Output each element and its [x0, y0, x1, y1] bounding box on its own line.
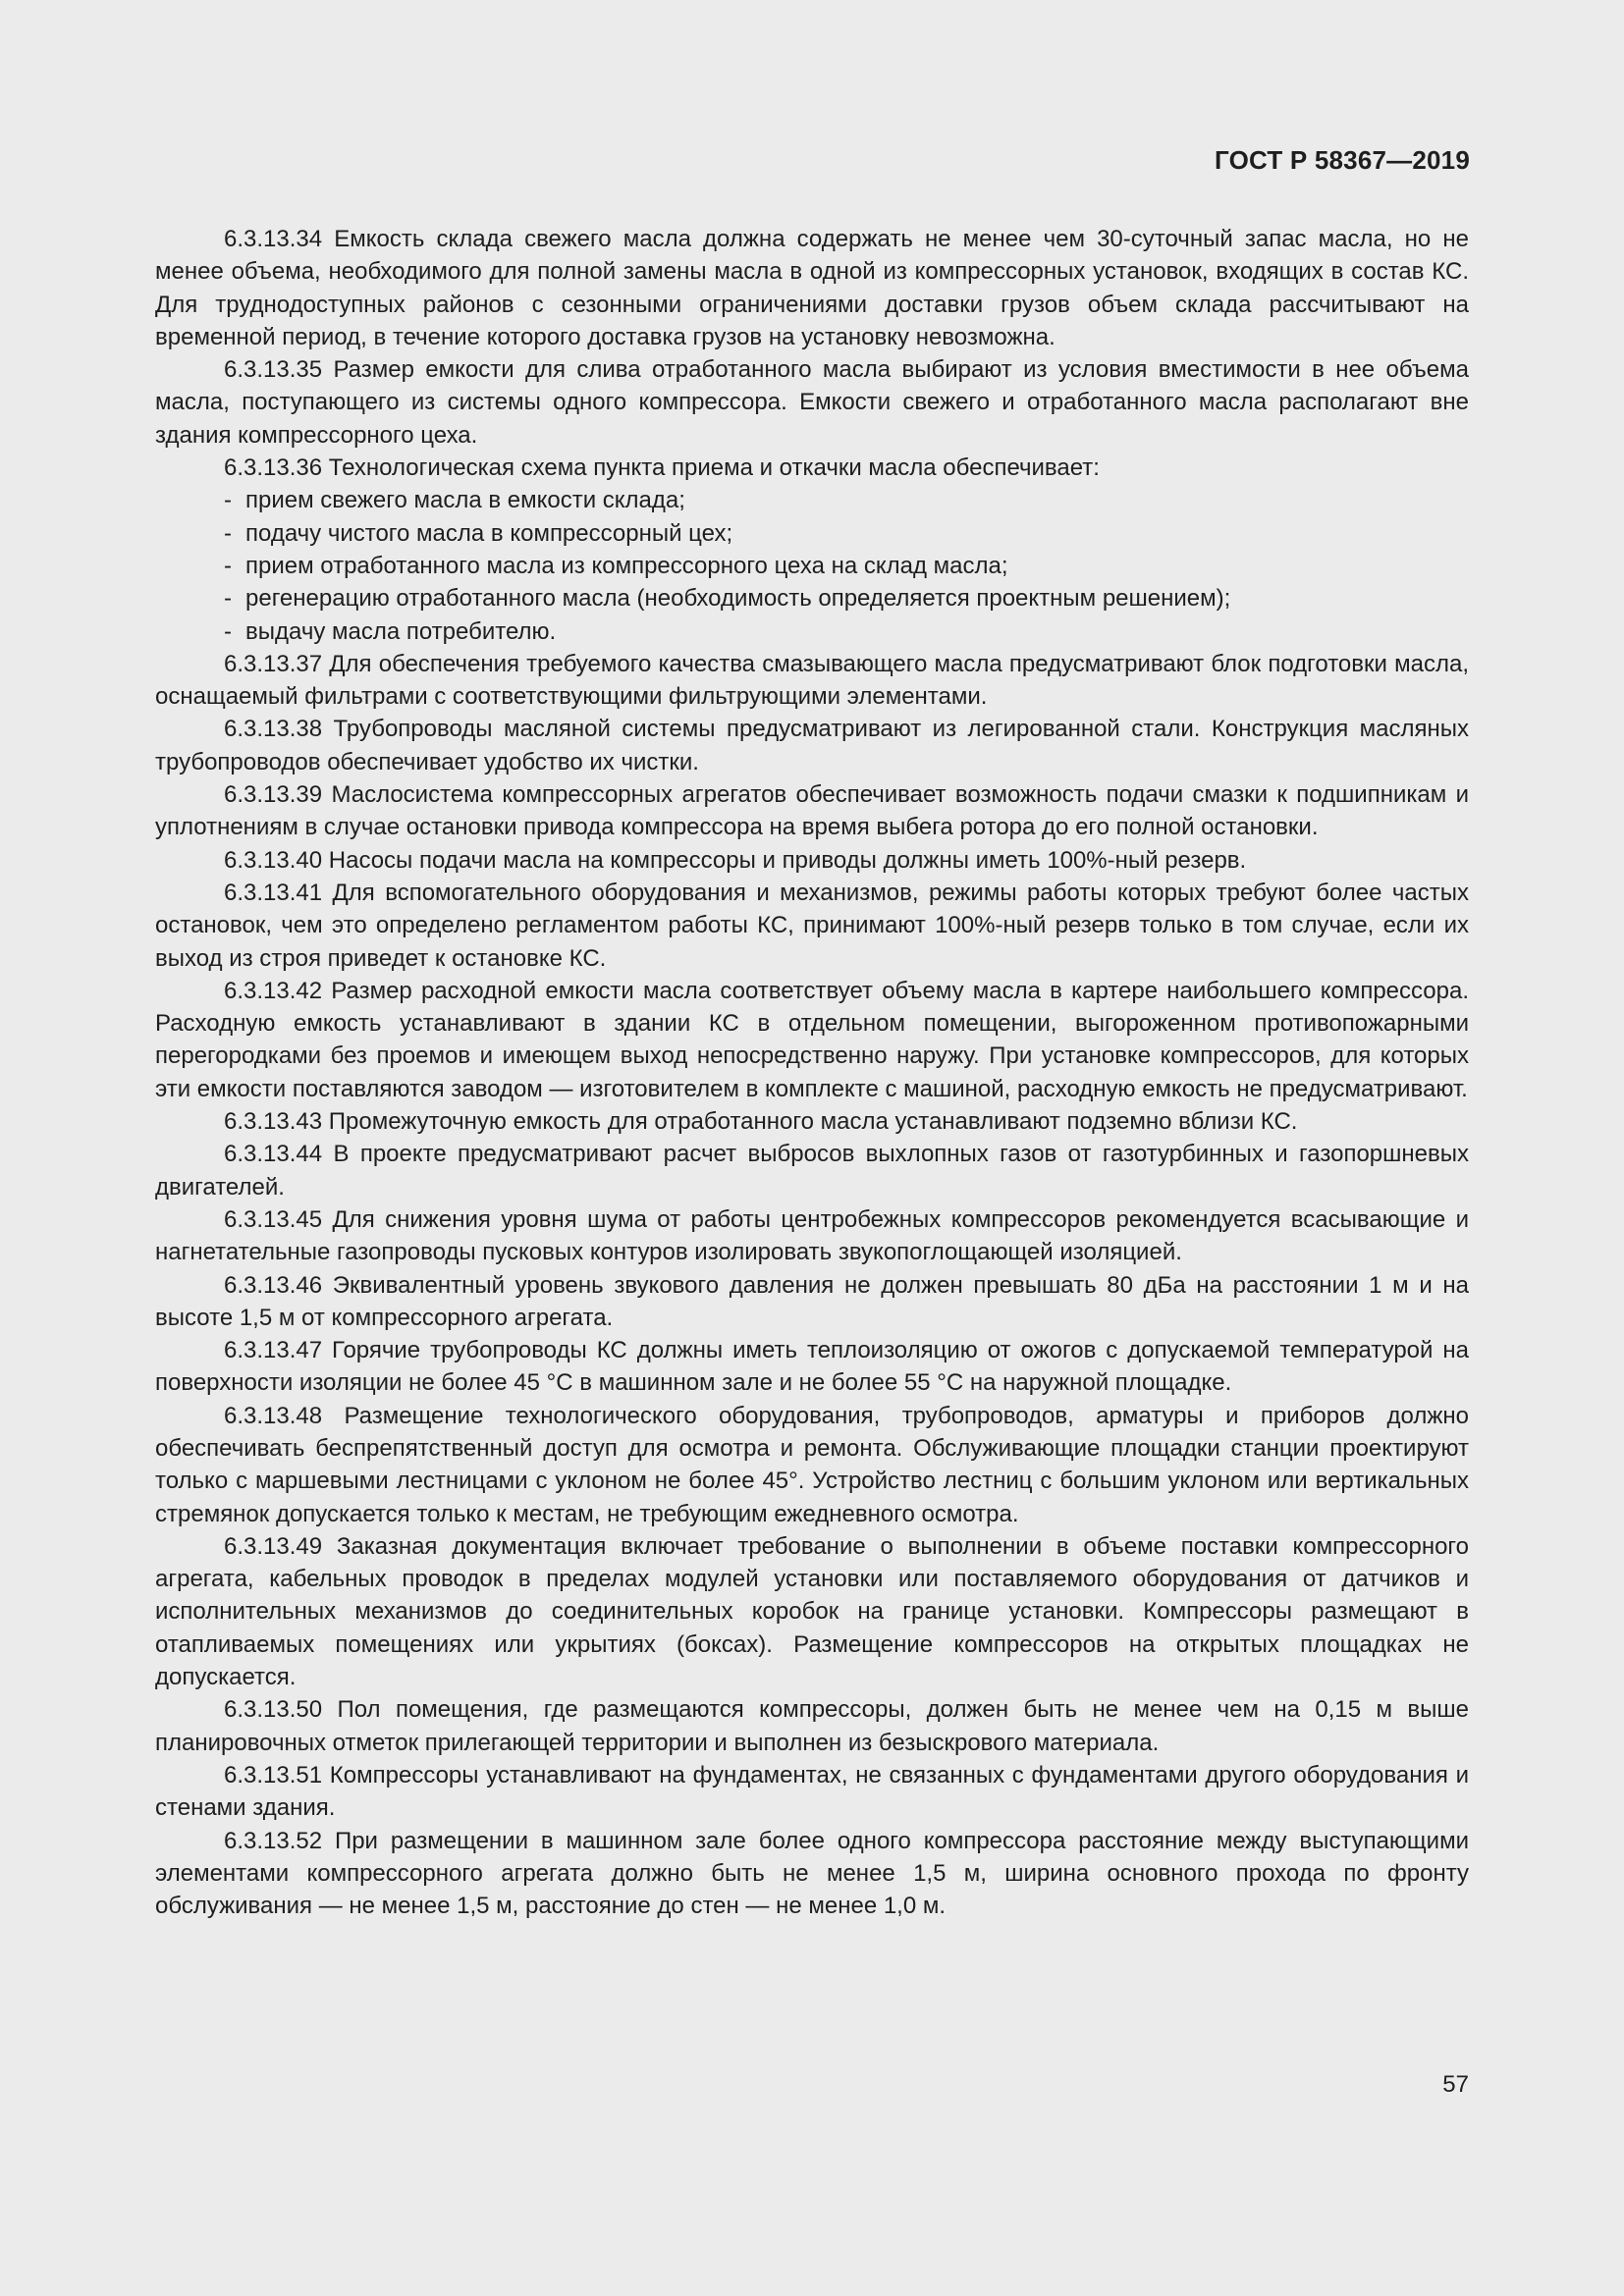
clause-6-3-13-34: 6.3.13.34 Емкость склада свежего масла должна содержать не менее чем 30-суточный запас масла, но не менее объема, необходимого для полной замены масла в одной из компрессорных установок, входящих в состав КС. Для труднодоступных районов с сезонными ограничениями доставки грузов объем склада рассчитывают на временной период, в течение которого доставка грузов на установку невозможна.: [155, 226, 1469, 350]
list-item: - прием свежего масла в емкости склада;: [224, 487, 685, 514]
clause-6-3-13-46: 6.3.13.46 Эквивалентный уровень звукового давления не должен превышать 80 дБа на расстоянии 1 м и на высоте 1,5 м от компрессорного агрегата.: [155, 1271, 1469, 1331]
clause-6-3-13-40: 6.3.13.40 Насосы подачи масла на компрессоры и приводы должны иметь 100%-ный резерв.: [224, 846, 1247, 874]
clause-6-3-13-50: 6.3.13.50 Пол помещения, где размещаются компрессоры, должен быть не менее чем на 0,15 м выше планировочных отметок прилегающей территории и выполнен из безыскрового материала.: [155, 1696, 1469, 1756]
standard-designation: ГОСТ Р 58367—2019: [1215, 145, 1470, 175]
clause-6-3-13-36-list: [155, 484, 1469, 647]
list-item: - выдачу масла потребителю.: [224, 617, 557, 645]
list-item: - подачу чистого масла в компрессорный цех;: [224, 519, 733, 547]
clause-6-3-13-47: 6.3.13.47 Горячие трубопроводы КС должны иметь теплоизоляцию от ожогов с допускаемой температурой на поверхности изоляции не более 45 °С в машинном зале и не более 55 °С на наружной площадке.: [155, 1337, 1469, 1397]
clause-6-3-13-49: 6.3.13.49 Заказная документация включает требование о выполнении в объеме поставки компрессорного агрегата, кабельных проводок в пределах модулей установки или поставляемого оборудования от датчиков и исполнительных механизмов до соединительных коробок на границе установки. Компрессоры размещают в отапливаемых помещениях или укрытиях (боксах). Размещение компрессоров на открытых площадках не допускается.: [155, 1532, 1469, 1691]
clause-6-3-13-38: 6.3.13.38 Трубопроводы масляной системы предусматривают из легированной стали. Конструкция масляных трубопроводов обеспечивает удобство их чистки.: [155, 716, 1469, 775]
clause-6-3-13-39: 6.3.13.39 Маслосистема компрессорных агрегатов обеспечивает возможность подачи смазки к подшипникам и уплотнениям в случае остановки привода компрессора на время выбега ротора до его полной остановки.: [155, 781, 1469, 841]
document-body: [155, 223, 1469, 1922]
clause-6-3-13-35: 6.3.13.35 Размер емкости для слива отработанного масла выбирают из условия вместимости в нее объема масла, поступающего из системы одного компрессора. Емкости свежего и отработанного масла располагают вне здания компрессорного цеха.: [155, 356, 1469, 449]
clause-6-3-13-51: 6.3.13.51 Компрессоры устанавливают на фундаментах, не связанных с фундаментами другого оборудования и стенами здания.: [155, 1761, 1469, 1822]
clause-6-3-13-37: 6.3.13.37 Для обеспечения требуемого качества смазывающего масла предусматривают блок подготовки масла, оснащаемый фильтрами с соответствующими фильтрующими элементами.: [155, 650, 1469, 711]
page-number: 57: [1442, 2071, 1469, 2098]
clause-6-3-13-52: 6.3.13.52 При размещении в машинном зале более одного компрессора расстояние между выступающими элементами компрессорного агрегата должно быть не менее 1,5 м, ширина основного прохода по фронту обслуживания — не менее 1,5 м, расстояние до стен — не менее 1,0 м.: [155, 1827, 1469, 1920]
list-item: - прием отработанного масла из компрессорного цеха на склад масла;: [224, 552, 1008, 579]
clause-6-3-13-36: 6.3.13.36 Технологическая схема пункта приема и откачки масла обеспечивает:: [224, 454, 1100, 482]
clause-6-3-13-43: 6.3.13.43 Промежуточную емкость для отработанного масла устанавливают подземно вблизи КС.: [224, 1108, 1298, 1136]
list-item: - регенерацию отработанного масла (необходимость определяется проектным решением);: [224, 585, 1231, 613]
clause-6-3-13-44: 6.3.13.44 В проекте предусматривают расчет выбросов выхлопных газов от газотурбинных и газопоршневых двигателей.: [155, 1141, 1469, 1201]
clause-6-3-13-41: 6.3.13.41 Для вспомогательного оборудования и механизмов, режимы работы которых требуют более частых остановок, чем это определено регламентом работы КС, принимают 100%-ный резерв только в том случае, если их выход из строя приведет к остановке КС.: [155, 879, 1469, 972]
clause-6-3-13-48: 6.3.13.48 Размещение технологического оборудования, трубопроводов, арматуры и приборов должно обеспечивать беспрепятственный доступ для осмотра и ремонта. Обслуживающие площадки станции проектируют только с маршевыми лестницами с уклоном не более 45°. Устройство лестниц с большим уклоном или вертикальных стремянок допускается только к местам, не требующим ежедневного осмотра.: [155, 1402, 1469, 1527]
clause-6-3-13-45: 6.3.13.45 Для снижения уровня шума от работы центробежных компрессоров рекомендуется всасывающие и нагнетательные газопроводы пусковых контуров изолировать звукопоглощающей изоляцией.: [155, 1205, 1469, 1266]
clause-6-3-13-42: 6.3.13.42 Размер расходной емкости масла соответствует объему масла в картере наибольшего компрессора. Расходную емкость устанавливают в здании КС в отдельном помещении, выгороженном противопожарными перегородками без проемов и имеющем выход непосредственно наружу. При установке компрессоров, для которых эти емкости поставляются заводом — изготовителем в комплекте с машиной, расходную емкость не предусматривают.: [155, 977, 1469, 1102]
